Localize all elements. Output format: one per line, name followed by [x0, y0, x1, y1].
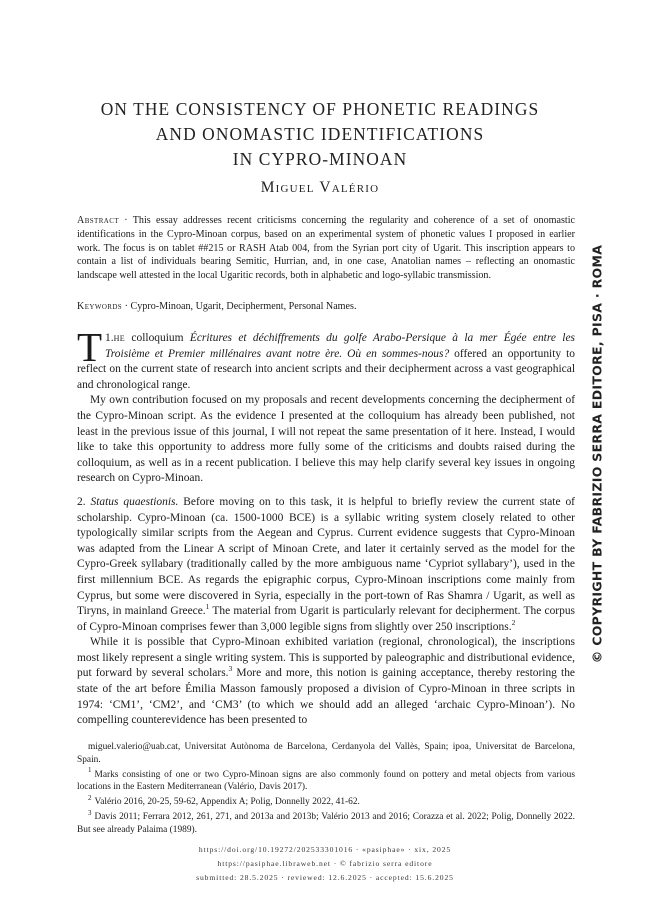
- drop-cap: T: [77, 324, 103, 370]
- section-number-2: 2.: [77, 495, 86, 508]
- abstract-text: This essay addresses recent criticisms concerning the regularity and coherence of a set of onomastic identifications in the Cypro-Minoan corpus, based on an experimental system of phonetic values I proposed in earlier work. The focus is on tablet ##215 or RASH Atab 004, from the Syrian port city of Ugarit. This inscription appears to contain a list of individuals bearing Semitic, Hurrian, and, in one case, Anatolian names – reflecting an onomastic landscape well attested in the local Ugaritic records, both in alphabetic and logo-syllabic transmission.: [77, 215, 575, 282]
- title-line-2: AND ONOMASTIC IDENTIFICATIONS: [155, 124, 485, 144]
- footnote-text: Marks consisting of one or two Cypro-Minoan signs are also commonly found on pottery and metal objects from various locations in the Eastern Mediterranean (Valério, Davis 2017).: [77, 769, 575, 793]
- footnote-ref-2[interactable]: 2: [511, 617, 516, 627]
- footnote-number: 2: [88, 794, 92, 803]
- footnote-ref-3[interactable]: 3: [228, 664, 233, 674]
- author-affiliation: miguel.valerio@uab.cat, Universitat Autònoma de Barcelona, Cerdanyola del Vallès, Spain; ipoa, Universitat de Barcelona, Spain.: [77, 742, 575, 765]
- submission-dates: submitted: 28.5.2025 · reviewed: 12.6.2025 · accepted: 15.6.2025: [196, 873, 454, 882]
- paragraph-4-text-b: More and more, this notion is gaining acceptance, thereby restoring the state of the art before Émilia Masson famously proposed a division of Cypro-Minoan in three scripts in 1974: ‘CM1’, ‘CM2’, and ‘CM3’ (to which we should add an alleged ‘archaic Cypro-Minoan’). No compelling counterevidence has been presented to: [77, 667, 575, 727]
- keywords-label: Keywords: [77, 301, 123, 312]
- paragraph-2: My own contribution focused on my proposals and recent developments concerning the decipherment of the Cypro-Minoan script. As the evidence I presented at the colloquium has already been published, not least in the previous issue of this journal, I will not repeat the same presentation of it here. Instead, I would like to take this opportunity to address more fully some of the criticisms and doubts raised during the colloquium, as well as in a recent publication. I believe this may help clarify several key issues in ongoing research on Cypro-Minoan.: [77, 394, 575, 485]
- journal-link[interactable]: https://pasiphae.libraweb.net · © fabrizio serra editore: [217, 859, 433, 868]
- footnote-number: 1: [88, 766, 92, 775]
- section-heading-status: Status quaestionis.: [90, 495, 179, 508]
- keywords-text: Cypro-Minoan, Ugarit, Decipherment, Personal Names.: [130, 301, 357, 312]
- title-line-1: ON THE CONSISTENCY OF PHONETIC READINGS: [100, 99, 540, 119]
- paragraph-3-text-a: Before moving on to this task, it is helpful to briefly review the current state of scholarship. Cypro-Minoan (ca. 1500-1000 BCE) is a syllabic writing system closely related to other typologically similar scripts from the Aegean and Cyprus. Current evidence suggests that Cypro-Minoan was adapted from the Linear A script of Minoan Crete, and later it certainly served as the model for the Cypro-Greek syllabary (traditionally called by the more ambiguous name ‘Cypriot syllabary’), used in the first millennium BCE. As regards the epigraphic corpus, Cypro-Minoan inscriptions come mainly from Cyprus, but some were discovered in Syria, especially in the port-town of Ras Shamra / Ugarit, as well as Tiryns, in mainland Greece.: [77, 495, 575, 618]
- paragraph-4-text-a: While it is possible that Cypro-Minoan exhibited variation (regional, chronological), the inscriptions most likely represent a single writing system. This is supported by paleographic and distributional evidence, put forward by several scholars.: [77, 636, 575, 680]
- footnote-text: Valério 2016, 20-25, 59-62, Appendix A; Polig, Donnelly 2022, 41-62.: [94, 797, 360, 808]
- footnote-3: [77, 808, 575, 837]
- article-title: [60, 97, 580, 172]
- paragraph-1: [77, 324, 575, 393]
- footnote-1: [77, 766, 575, 795]
- footnotes: [77, 741, 575, 839]
- author-name: Miguel Valério: [260, 179, 380, 196]
- footnote-2: [77, 796, 575, 809]
- paragraph-3-text-b: The material from Ugarit is particularly relevant for decipherment. The corpus of Cypro-Minoan comprises fewer than 3,000 legible signs from slightly over 250 inscriptions.: [77, 605, 575, 633]
- footnote-text: Davis 2011; Ferrara 2012, 261, 271, and 2013a and 2013b; Valério 2013 and 2016; Corazza et al. 2022; Polig, Donnelly 2022. But see already Palaima (1989).: [77, 811, 575, 835]
- section-number-1: 1.: [105, 332, 114, 344]
- copyright-sidebar: [589, 228, 605, 680]
- paragraph-1-text-b: offered an opportunity to reflect on the current state of research into ancient scripts and their decipherment across a vast geographical and chronological range.: [77, 347, 575, 391]
- title-line-3: IN CYPRO-MINOAN: [232, 149, 408, 169]
- keywords: Keywords · Cypro-Minoan, Ugarit, Decipherment, Personal Names.: [77, 301, 357, 312]
- abstract-label: Abstract: [77, 215, 119, 226]
- abstract: Abstract · This essay addresses recent criticisms concerning the regularity and coherence of a set of onomastic identifications in the Cypro-Minoan corpus, based on an experimental system of phonetic values I proposed in earlier work. The focus is on tablet ##215 or RASH Atab 004, from the Syrian port city of Ugarit. This inscription appears to contain a list of individuals bearing Semitic, Hurrian, and, in one case, Anatolian names – reflecting an onomastic landscape well attested in the local Ugaritic records, both in alphabetic and logo-syllabic transmission.: [77, 215, 575, 282]
- footnote-ref-1[interactable]: 1: [205, 602, 210, 612]
- paragraph-1-text-a: colloquium: [125, 332, 190, 344]
- copyright-notice: © COPYRIGHT BY FABRIZIO SERRA EDITORE, PISA · ROMA: [589, 244, 605, 664]
- footnote-number: 3: [88, 808, 92, 817]
- article-body: [77, 324, 575, 729]
- doi-link[interactable]: https://doi.org/10.19272/202533301016 · «pasiphae» · xix, 2025: [198, 845, 452, 854]
- colloquium-title: Écritures et déchiffrements du golfe Arabo-Persique à la mer Égée entre les Troisième et Premier millénaires avant notre ère. Où en sommes-nous?: [105, 332, 575, 360]
- paragraph-3: [77, 495, 575, 635]
- paragraph-4: [77, 635, 575, 729]
- page-footer: [60, 843, 590, 885]
- drop-cap-tail: he: [113, 332, 126, 344]
